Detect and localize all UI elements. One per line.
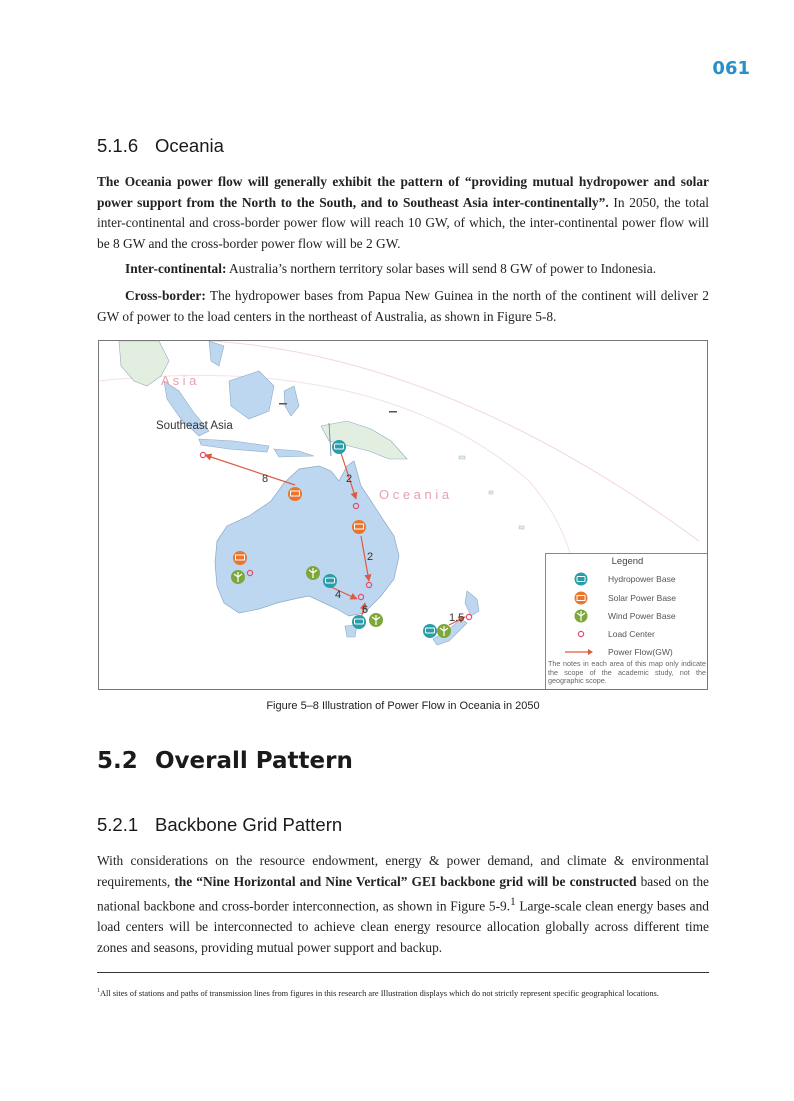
intercontinental-text: Australia’s northern territory solar bases will send 8 GW of power to Indonesia.	[226, 261, 657, 276]
load-center-icon	[572, 627, 590, 641]
sulawesi	[284, 386, 299, 416]
cross-border-text: The hydropower bases from Papua New Guinea in the north of the continent will deliver 2 GW of power to the load centers in the northeast of Australia, as shown in Figure 5-8.	[97, 288, 709, 324]
hydropower-icon	[572, 572, 590, 586]
backbone-text-a: With considerations on the resource endowment, energy & power demand, and climate & environmental requirements,	[97, 853, 709, 889]
flow-label: 2	[367, 551, 374, 563]
footnote-divider	[97, 972, 709, 973]
hydropower-base-marker	[332, 440, 346, 454]
solar-base-marker	[288, 487, 302, 501]
load-center-marker	[466, 614, 471, 619]
section-number: 5.2	[97, 748, 138, 774]
hydropower-base-marker	[352, 615, 366, 629]
footnote	[97, 985, 709, 1000]
legend-item-hydropower	[546, 572, 708, 588]
solar-base-marker	[233, 551, 247, 565]
section-title: Overall Pattern	[155, 748, 353, 774]
wind-base-marker	[437, 624, 451, 638]
backbone-paragraph	[97, 851, 709, 958]
section-number: 5.2.1	[97, 814, 139, 835]
new-zealand-north	[465, 591, 479, 616]
backbone-text-c: Large-scale clean energy bases and load centers will be interconnected to achieve clean energy resource allocation globally across different time zones and seasons, providing mutual power support and backup.	[97, 898, 709, 955]
load-center-marker	[200, 452, 205, 457]
legend-item-wind	[546, 609, 708, 625]
legend-label: Power Flow(GW)	[608, 647, 673, 657]
wind-base-marker	[231, 570, 245, 584]
footnote-marker: 1	[97, 988, 100, 994]
oceania-paragraph-3	[97, 286, 709, 327]
section-heading-overall-pattern	[97, 748, 353, 774]
flow-label: 4	[335, 589, 342, 601]
pacific-island	[279, 403, 287, 405]
solar-base-marker	[352, 520, 366, 534]
section-title: Backbone Grid Pattern	[155, 814, 343, 835]
oceania-paragraph-1	[97, 172, 709, 254]
wind-base-marker	[306, 566, 320, 580]
java	[199, 439, 269, 452]
oceania-lead-bold: The Oceania power flow will generally exhibit the pattern of “providing mutual hydropower and solar power support from the North to the South, and to Southeast Asia inter-continentally”.	[97, 174, 709, 210]
footnote-text: All sites of stations and paths of transmission lines from figures in this research are Illustration displays which do not strictly represent specific geographical locations.	[100, 988, 659, 998]
section-heading-backbone-grid	[97, 814, 342, 836]
flow-label: 1.5	[449, 612, 465, 624]
pacific-island	[489, 491, 493, 494]
legend-item-load-center	[546, 627, 708, 643]
region-label-asia: A s i a	[161, 373, 197, 388]
philippines-west	[209, 341, 224, 366]
backbone-bold: the “Nine Horizontal and Nine Vertical” GEI backbone grid will be constructed	[174, 873, 637, 889]
pacific-island	[389, 411, 397, 413]
legend-item-solar	[546, 591, 708, 607]
map-legend	[545, 553, 708, 690]
flow-label: 2	[346, 473, 353, 485]
flow-solar-to-indonesia	[205, 455, 295, 485]
section-title: Oceania	[155, 135, 224, 156]
region-label-oceania: O c e a n i a	[379, 487, 450, 502]
flow-label: 8	[262, 473, 269, 485]
backbone-text-b: based on the national backbone and cross-border interconnection, as shown in Figure 5-9.	[97, 873, 710, 914]
pacific-island	[519, 526, 524, 529]
hydropower-base-marker	[423, 624, 437, 638]
oceania-lead-rest: In 2050, the total inter-continental and cross-border power flow will reach 10 GW, of which, the inter-continental power flow will be 8 GW and the cross-border power flow will be 2 GW.	[97, 194, 709, 251]
page-number: 061	[712, 58, 750, 79]
section-heading-oceania	[97, 135, 224, 157]
hydropower-base-marker	[323, 574, 337, 588]
figure-caption: Figure 5–8 Illustration of Power Flow in Oceania in 2050	[266, 700, 540, 712]
legend-note: The notes in each area of this map only indicate the scope of the academic study, not the geographic scope.	[548, 659, 706, 686]
oceania-paragraph-2	[97, 259, 709, 280]
power-flow-map-figure	[98, 340, 708, 690]
legend-label: Load Center	[608, 629, 655, 639]
legend-label: Wind Power Base	[608, 611, 676, 621]
arrow-right-icon	[564, 645, 594, 659]
region-label-southeast-asia: Southeast Asia	[156, 420, 233, 432]
footnote-ref: 1	[510, 896, 516, 909]
australia	[215, 461, 399, 616]
wind-base-marker	[369, 613, 383, 627]
legend-title: Legend	[611, 556, 644, 567]
solar-icon	[572, 591, 590, 605]
legend-label: Hydropower Base	[608, 574, 676, 584]
legend-label: Solar Power Base	[608, 593, 677, 603]
pacific-island	[459, 456, 465, 459]
lesser-sunda	[274, 449, 314, 457]
wind-turbine-icon	[572, 609, 590, 623]
section-number: 5.1.6	[97, 135, 139, 156]
cross-border-label: Cross-border:	[125, 288, 206, 303]
flow-label: 6	[362, 604, 369, 616]
intercontinental-label: Inter-continental:	[125, 261, 227, 276]
new-guinea	[321, 421, 407, 459]
